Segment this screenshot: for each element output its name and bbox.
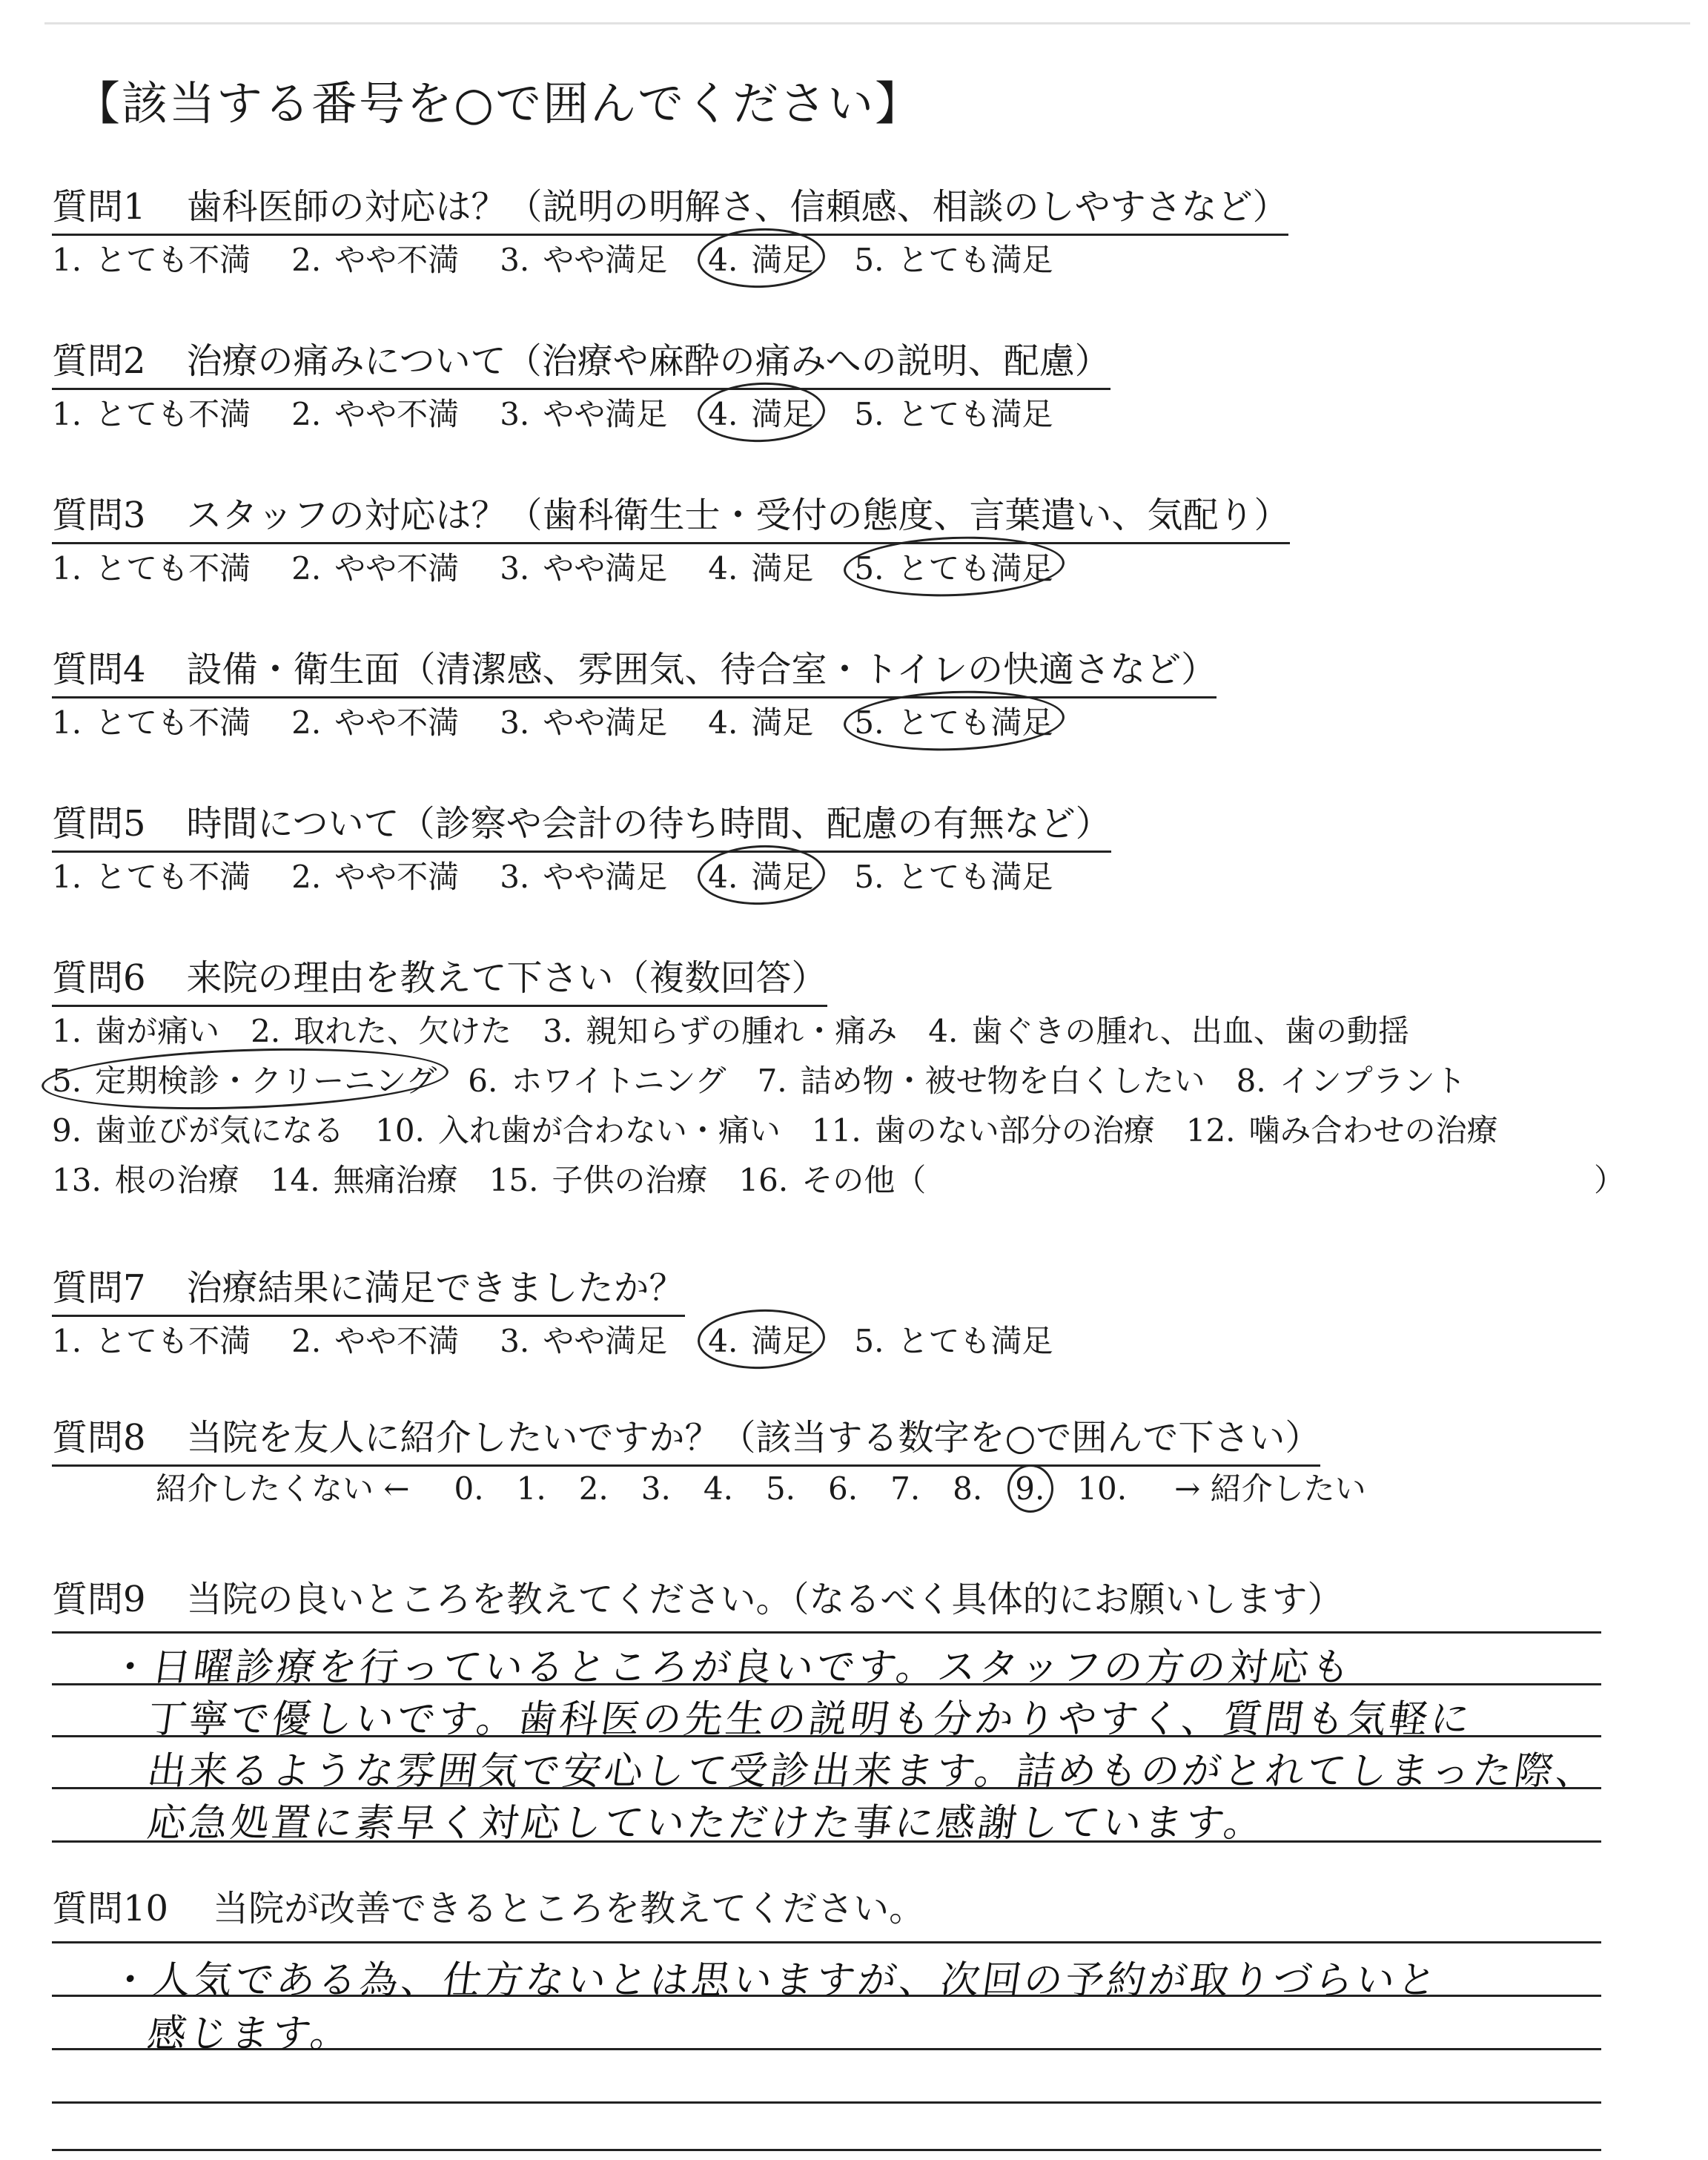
question-text: 当院が改善できるところを教えてください。 [213, 1888, 925, 1929]
rating-option[interactable] [52, 544, 251, 589]
rating-option[interactable] [291, 236, 459, 280]
option-number: 15. [489, 1162, 539, 1198]
scale-number[interactable]: 10. [1077, 1470, 1128, 1507]
option-label: とても不満 [95, 396, 251, 432]
option-label: 歯が痛い [95, 1013, 220, 1049]
page-title: 【該当する番号を○で囲んでください】 [74, 76, 923, 131]
rating-option[interactable] [52, 853, 251, 897]
scale-numbers [454, 1470, 1160, 1507]
option-number: 5. [854, 550, 884, 587]
scale-number[interactable]: 5. [765, 1470, 796, 1507]
option-number: 2. [291, 550, 322, 587]
option-label: やや満足 [543, 1323, 668, 1359]
other-close-paren: ） [1594, 1162, 1626, 1198]
option-label: とても満足 [897, 704, 1053, 741]
question-label: 質問8 [52, 1417, 146, 1459]
option-number: 4. [708, 550, 738, 587]
option-number: 2. [291, 242, 322, 278]
rating-option[interactable] [52, 236, 251, 280]
option-label: とても不満 [95, 704, 251, 741]
question-6-row-2 [52, 1057, 1497, 1101]
option-number: 3. [500, 704, 530, 741]
option-number: 9. [52, 1112, 82, 1149]
option-label: 満足 [751, 550, 814, 587]
question-4 [52, 641, 1217, 698]
rating-option[interactable] [291, 390, 459, 435]
question-text: 来院の理由を教えて下さい（複数回答） [186, 957, 827, 999]
question-5-options [52, 853, 1093, 897]
question-label: 質問3 [52, 495, 146, 536]
rating-option[interactable] [854, 390, 1053, 435]
reason-option[interactable] [1186, 1106, 1498, 1151]
option-number: 1. [52, 859, 82, 895]
rating-option[interactable] [854, 698, 1053, 743]
option-label: やや不満 [334, 396, 460, 432]
option-label: とても満足 [897, 396, 1053, 432]
option-number: 6. [468, 1063, 498, 1099]
option-label: 子供の治療 [552, 1162, 708, 1198]
reason-option[interactable] [928, 1007, 1409, 1051]
question-label: 質問7 [52, 1267, 146, 1309]
option-label: 満足 [751, 242, 814, 278]
scale-number[interactable]: 8. [953, 1470, 983, 1507]
reason-option[interactable] [489, 1156, 708, 1200]
rating-option[interactable] [854, 1317, 1053, 1361]
question-text: 歯科医師の対応は？（説明の明解さ、信頼感、相談のしやすさなど） [186, 186, 1288, 228]
question-label: 質問10 [52, 1888, 169, 1929]
question-9 [52, 1571, 1343, 1626]
rating-option[interactable] [708, 698, 813, 743]
option-label: とても不満 [95, 242, 251, 278]
option-label: とても満足 [897, 1323, 1053, 1359]
option-number: 16. [738, 1162, 789, 1198]
option-number: 2. [291, 704, 322, 741]
question-text: 治療の痛みについて（治療や麻酔の痛みへの説明、配慮） [186, 340, 1110, 382]
question-4-options [52, 698, 1093, 743]
option-label: とても満足 [897, 242, 1053, 278]
question-text: 治療結果に満足できましたか？ [186, 1267, 685, 1309]
question-6 [52, 949, 827, 1007]
option-label: やや不満 [334, 704, 460, 741]
question-label: 質問9 [52, 1579, 146, 1620]
rating-option[interactable] [708, 390, 813, 435]
option-number: 14. [270, 1162, 320, 1198]
option-number: 4. [708, 1323, 738, 1359]
rating-option[interactable] [500, 698, 667, 743]
reason-option[interactable] [52, 1007, 219, 1051]
question-1-options [52, 236, 1093, 280]
option-label: とても不満 [95, 550, 251, 587]
question-1 [52, 178, 1288, 236]
option-number: 4. [708, 242, 738, 278]
option-label: やや不満 [334, 859, 460, 895]
option-number: 11. [811, 1112, 861, 1149]
question-7-options [52, 1317, 1093, 1361]
option-label: 詰め物・被せ物を白くしたい [800, 1063, 1205, 1099]
question-label: 質問4 [52, 649, 146, 690]
option-number: 2. [291, 859, 322, 895]
option-label: 歯並びが気になる [95, 1112, 345, 1149]
option-label: 根の治療 [114, 1162, 239, 1198]
question-3 [52, 486, 1290, 544]
answer-line [52, 1941, 1601, 1943]
option-number: 8. [1236, 1063, 1266, 1099]
option-label: 親知らずの腫れ・痛み [586, 1013, 898, 1049]
question-text: 設備・衛生面（清潔感、雰囲気、待合室・トイレの快適さなど） [186, 649, 1217, 690]
option-label: やや不満 [334, 1323, 460, 1359]
option-label: インプラント [1279, 1063, 1466, 1099]
scale-number[interactable]: 9. [1015, 1470, 1045, 1507]
option-label: 満足 [751, 859, 814, 895]
reason-option[interactable] [543, 1007, 897, 1051]
option-label: やや満足 [543, 550, 668, 587]
question-7 [52, 1259, 685, 1317]
scale-number[interactable]: 6. [828, 1470, 858, 1507]
option-number: 5. [52, 1063, 82, 1099]
page-top-border [44, 22, 1690, 24]
rating-option[interactable] [854, 544, 1053, 589]
option-label: 入れ歯が合わない・痛い [437, 1112, 781, 1149]
question-8 [52, 1409, 1320, 1467]
option-label: とても不満 [95, 859, 251, 895]
reason-option[interactable] [375, 1106, 781, 1151]
reason-option[interactable] [468, 1057, 726, 1101]
rating-option[interactable] [500, 853, 667, 897]
question-5 [52, 795, 1111, 853]
rating-option[interactable] [291, 698, 459, 743]
reason-option[interactable] [758, 1057, 1205, 1101]
option-number: 4. [708, 704, 738, 741]
rating-option[interactable] [708, 853, 813, 897]
option-label: やや満足 [543, 396, 668, 432]
option-label: 無痛治療 [333, 1162, 458, 1198]
option-number: 7. [757, 1063, 787, 1099]
scale-right-label: → 紹介したい [1174, 1470, 1366, 1507]
option-label: 定期検診・クリーニング [95, 1063, 437, 1099]
option-number: 3. [500, 396, 530, 432]
option-number: 2. [291, 396, 322, 432]
rating-option[interactable] [708, 544, 813, 589]
handwritten-answer-line: ・人気である為、仕方ないとは思いますが、次回の予約が取りづらいと [107, 1958, 1443, 2003]
option-label: 歯ぐきの腫れ、出血、歯の動揺 [971, 1013, 1409, 1049]
question-3-options [52, 544, 1093, 589]
scale-number[interactable]: 2. [578, 1470, 609, 1507]
option-number: 4. [708, 396, 738, 432]
option-number: 2. [251, 1013, 281, 1049]
scale-number[interactable]: 0. [454, 1470, 484, 1507]
option-number: 1. [52, 242, 82, 278]
handwritten-answer-line: 感じます。 [145, 2012, 356, 2056]
option-number: 1. [52, 550, 82, 587]
reason-option[interactable] [52, 1106, 344, 1151]
rating-option[interactable] [708, 1317, 813, 1361]
option-label: その他（ [801, 1162, 927, 1198]
option-number: 4. [708, 859, 738, 895]
rating-option[interactable] [52, 1317, 251, 1361]
option-label: 取れた、欠けた [294, 1013, 512, 1049]
question-10 [52, 1880, 924, 1935]
option-number: 1. [52, 1013, 82, 1049]
option-number: 1. [52, 1323, 82, 1359]
rating-option[interactable] [52, 698, 251, 743]
rating-option[interactable] [500, 1317, 667, 1361]
option-label: やや満足 [543, 859, 668, 895]
rating-option[interactable] [52, 390, 251, 435]
question-2-options [52, 390, 1093, 435]
option-label: やや不満 [334, 550, 460, 587]
option-number: 5. [854, 704, 884, 741]
option-label: 満足 [751, 1323, 814, 1359]
option-label: とても満足 [897, 859, 1053, 895]
reason-option[interactable] [52, 1156, 239, 1200]
option-number: 5. [854, 396, 884, 432]
option-number: 2. [291, 1323, 322, 1359]
option-label: ホワイトニング [511, 1063, 726, 1099]
option-label: やや満足 [543, 704, 668, 741]
answer-line [52, 2101, 1601, 2104]
option-number: 1. [52, 704, 82, 741]
rating-option[interactable] [708, 236, 813, 280]
reason-option[interactable] [251, 1007, 512, 1051]
rating-option[interactable] [500, 544, 667, 589]
reason-option[interactable] [271, 1156, 458, 1200]
rating-option[interactable] [854, 853, 1053, 897]
reason-option[interactable] [812, 1106, 1155, 1151]
scale-number[interactable]: 7. [890, 1470, 921, 1507]
option-number: 10. [375, 1112, 425, 1149]
option-number: 3. [543, 1013, 573, 1049]
question-label: 質問1 [52, 186, 146, 228]
option-label: 歯のない部分の治療 [874, 1112, 1155, 1149]
option-number: 4. [928, 1013, 959, 1049]
option-label: 噛み合わせの治療 [1248, 1112, 1498, 1149]
question-text: 時間について（診察や会計の待ち時間、配慮の有無など） [186, 803, 1111, 845]
question-text: 当院の良いところを教えてください。（なるべく具体的にお願いします） [186, 1579, 1343, 1620]
option-number: 3. [500, 1323, 530, 1359]
question-6-row-1 [52, 1007, 1440, 1051]
option-number: 3. [500, 550, 530, 587]
handwritten-answer-line: 出来るような雰囲気で安心して受診出来ます。詰めものがとれてしまった際、 [145, 1749, 1601, 1794]
option-label: とても満足 [897, 550, 1053, 587]
option-number: 5. [854, 242, 884, 278]
option-label: 満足 [751, 704, 814, 741]
rating-option[interactable] [500, 236, 667, 280]
option-number: 5. [854, 1323, 884, 1359]
rating-option[interactable] [291, 853, 459, 897]
rating-option[interactable] [291, 1317, 459, 1361]
question-label: 質問5 [52, 803, 146, 845]
scale-left-label: 紹介したくない ← [156, 1470, 410, 1507]
option-number: 3. [500, 859, 530, 895]
option-number: 1. [52, 396, 82, 432]
option-label: やや満足 [543, 242, 668, 278]
reason-option[interactable] [1237, 1057, 1466, 1101]
reason-option[interactable] [738, 1156, 926, 1200]
scale-number[interactable]: 1. [516, 1470, 546, 1507]
handwritten-answer-line: 応急処置に素早く対応していただけた事に感謝しています。 [145, 1801, 1269, 1846]
answer-line [52, 2149, 1601, 2151]
question-2 [52, 332, 1110, 390]
question-text: 当院を友人に紹介したいですか？（該当する数字を○で囲んで下さい） [186, 1417, 1321, 1459]
option-label: とても不満 [95, 1323, 251, 1359]
rating-option[interactable] [854, 236, 1053, 280]
scale-number[interactable]: 3. [640, 1470, 671, 1507]
answer-line [52, 1631, 1601, 1634]
option-number: 12. [1185, 1112, 1236, 1149]
handwritten-answer-line: ・日曜診療を行っているところが良いです。スタッフの方の対応も [107, 1645, 1357, 1690]
scale-number[interactable]: 4. [703, 1470, 733, 1507]
question-text: スタッフの対応は？（歯科衛生士・受付の態度、言葉遣い、気配り） [186, 495, 1290, 536]
option-number: 13. [52, 1162, 102, 1198]
option-number: 5. [854, 859, 884, 895]
question-label: 質問6 [52, 957, 146, 999]
handwritten-answer-line: 丁寧で優しいです。歯科医の先生の説明も分かりやすく、質問も気軽に [145, 1697, 1476, 1742]
question-label: 質問2 [52, 340, 146, 382]
reason-option[interactable] [52, 1057, 437, 1101]
recommend-scale [156, 1464, 1366, 1509]
rating-option[interactable] [291, 544, 459, 589]
option-number: 3. [500, 242, 530, 278]
rating-option[interactable] [500, 390, 667, 435]
option-label: やや不満 [334, 242, 460, 278]
option-label: 満足 [751, 396, 814, 432]
question-6-row-3 [52, 1106, 1529, 1151]
question-6-row-4 [52, 1156, 957, 1200]
